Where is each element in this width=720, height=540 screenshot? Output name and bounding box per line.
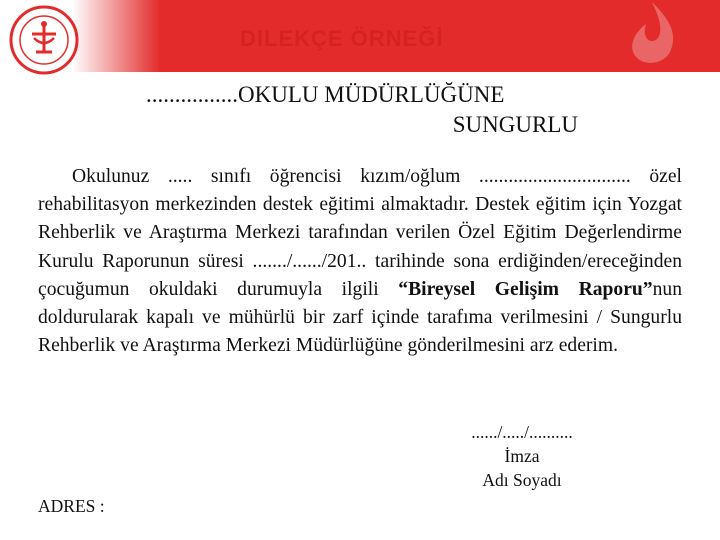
signature-label: İmza (504, 446, 540, 466)
ministry-logo-icon (8, 4, 80, 76)
signature-block (450, 420, 594, 492)
address-label: ADRES : (38, 496, 105, 516)
name-label: Adı Soyadı (482, 470, 562, 490)
recipient-city-line: SUNGURLU (452, 112, 578, 137)
flame-icon (612, 0, 692, 72)
body-text-bold: “Bireysel Gelişim Raporu” (398, 278, 653, 300)
recipient (146, 80, 578, 140)
petition-body (38, 163, 682, 360)
body-indent (38, 166, 72, 187)
body-text-part1: Okulunuz ..... sınıfı öğrencisi kızım/oğlum ............................... özel rehabilitasyon merkezinden destek eğitimi almaktadır. Destek eğitim için Yozgat Rehberlik ve Araştırma Merkezi tarafından verilen Özel Eğitim Değerlendirme Kurulu Raporunun süresi ......./....../201.. tarihinde sona erdiğinden/ereceğinden çocuğumun okuldaki durumuyla ilgili (38, 166, 682, 300)
recipient-school-line: ................OKULU MÜDÜRLÜĞÜNE (146, 82, 505, 107)
signature-date: ....../...../.......... (471, 422, 573, 442)
body-text-part2: nun doldurularak kapalı ve mühürlü bir zarf içinde tarafıma verilmesini / Sungurlu Rehberlik ve Araştırma Merkezi Müdürlüğüne gönderilmesini arz ederim. (38, 278, 682, 357)
header-title: DILEKÇE ÖRNEĞİ (240, 26, 444, 51)
